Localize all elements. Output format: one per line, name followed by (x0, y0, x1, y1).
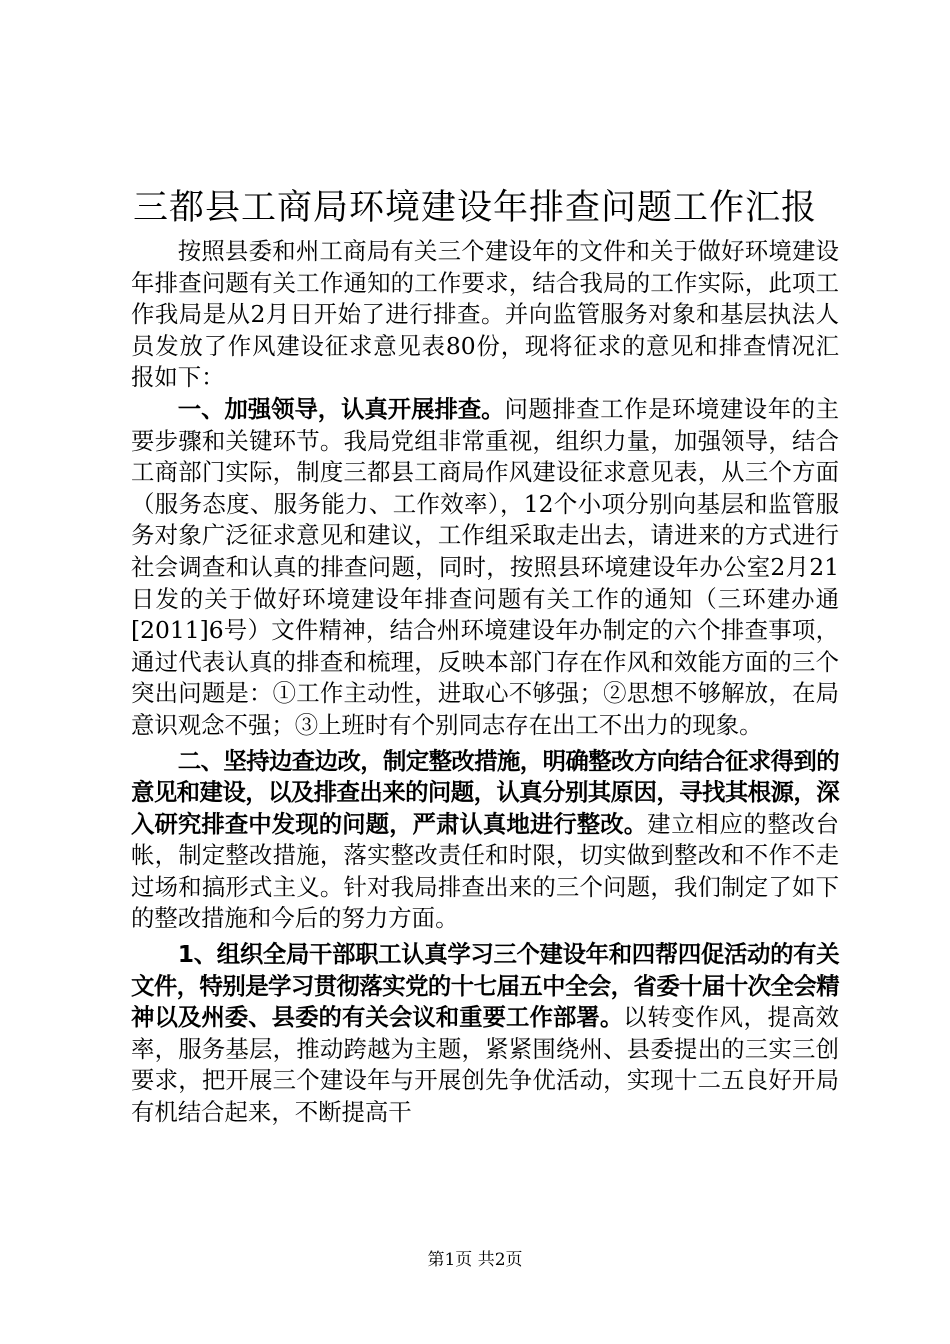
paragraph-section-1 (131, 394, 839, 742)
document-body (131, 236, 839, 1129)
document-title: 三都县工商局环境建设年排查问题工作汇报 (132, 188, 817, 228)
item-heading: 1、组织全局干部职工认真学习三个建设年和四帮四促活动的有关文件，特别是学习贯彻落实党的十七届五中全会，省委十届十次全会精神以及州委、县委的有关会议和重要工作部署。 (131, 940, 839, 1032)
paragraph-text: 按照县委和州工商局有关三个建设年的文件和关于做好环境建设年排查问题有关工作通知的工作要求，结合我局的工作实际，此项工作我局是从2月日开始了进行排查。并向监管服务对象和基层执法人员发放了作风建设征求意见表80份，现将征求的意见和排查情况汇报如下： (131, 237, 839, 392)
paragraph-item-1 (131, 939, 839, 1129)
paragraph-text: 以转变作风，提高效率，服务基层，推动跨越为主题，紧紧围绕州、县委提出的三实三创要求，把开展三个建设年与开展创先争优活动，实现十二五良好开局有机结合起来，不断提高干 (131, 1003, 840, 1127)
page-footer: 第1页 共2页 (427, 1250, 523, 1270)
section-heading: 二、坚持边查边改，制定整改措施，明确整改方向结合征求得到的意见和建设，以及排查出来的问题，认真分别其原因，寻找其根源，深入研究排查中发现的问题，严肃认真地进行整改。 (131, 746, 839, 838)
paragraph-text: 问题排查工作是环境建设年的主要步骤和关键环节。我局党组非常重视，组织力量，加强领导，结合工商部门实际，制度三都县工商局作风建设征求意见表，从三个方面（服务态度、服务能力、工作效率），12个小项分别向基层和监管服务对象广泛征求意见和建议，工作组采取走出去，请进来的方式进行社会调查和认真的排查问题，同时，按照县环境建设年办公室2月21日发的关于做好环境建设年排查问题有关工作的通知（三环建办通[2011]6号）文件精神，结合州环境建设年办制定的六个排查事项，通过代表认真的排查和梳理，反映本部门存在作风和效能方面的三个突出问题是：①工作主动性，进取心不够强；②思想不够解放，在局意识观念不强；③上班时有个别同志存在出工不出力的现象。 (131, 394, 839, 739)
paragraph-section-2 (131, 746, 839, 936)
paragraph-text: 建立相应的整改台帐，制定整改措施，落实整改责任和时限，切实做到整改和不作不走过场和搞形式主义。针对我局排查出来的三个问题，我们制定了如下的整改措施和今后的努力方面。 (131, 809, 839, 933)
section-heading: 一、加强领导，认真开展排查。 (177, 394, 505, 423)
paragraph-intro (131, 236, 839, 394)
